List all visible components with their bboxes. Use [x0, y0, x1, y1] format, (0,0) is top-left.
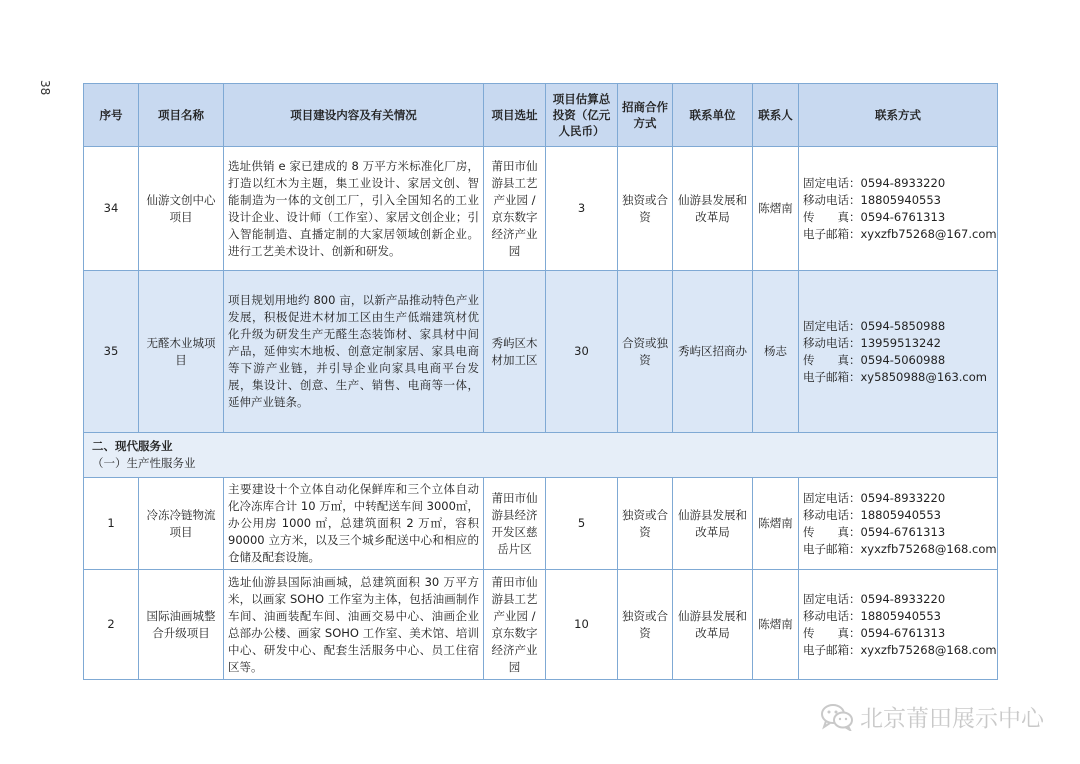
row-mode: 合资或独资	[618, 271, 673, 433]
table-row	[84, 570, 998, 680]
contact-mobile: 移动电话：18805940553	[803, 507, 941, 522]
contact-mobile: 移动电话：18805940553	[803, 608, 941, 623]
row-content: 主要建设十个立体自动化保鲜库和三个立体自动化冷冻库合计 10 万㎡，中转配送车间 3000㎡，办公用房 1000 ㎡，总建筑面积 2 万㎡，容积 90000 立方米，以及三个城乡配送中心和相应的仓储及配套设施。	[224, 478, 484, 570]
contact-fax: 传 真：0594-6761313	[803, 524, 946, 539]
row-seq: 35	[84, 271, 139, 433]
contact-phone: 固定电话：0594-8933220	[803, 175, 946, 190]
row-name: 国际油画城整合升级项目	[139, 570, 224, 680]
row-mode: 独资或合资	[618, 570, 673, 680]
row-investment: 3	[546, 147, 618, 271]
header-investment: 项目估算总投资（亿元人民币）	[546, 84, 618, 147]
watermark-text: 北京莆田展示中心	[860, 706, 1044, 732]
row-name: 冷冻冷链物流项目	[139, 478, 224, 570]
contact-mobile: 移动电话：18805940553	[803, 192, 941, 207]
row-unit: 仙游县发展和改革局	[673, 570, 753, 680]
contact-fax: 传 真：0594-5060988	[803, 352, 946, 367]
row-name: 无醛木业城项目	[139, 271, 224, 433]
table-row	[84, 271, 998, 433]
contact-phone: 固定电话：0594-8933220	[803, 490, 946, 505]
row-person: 陈熠南	[753, 570, 799, 680]
section-row	[84, 433, 998, 478]
row-location: 莆田市仙游县工艺产业园 / 京东数字经济产业园	[484, 147, 546, 271]
row-content: 选址供销 e 家已建成的 8 万平方米标准化厂房，打造以红木为主题，集工业设计、家居文创、智能制造为一体的文创工厂，引入全国知名的工业设计企业、设计师（工作室）、家居文创企业；引入智能制造、直播定制的大家居领域创新企业。进行工艺美术设计、创新和研发。	[224, 147, 484, 271]
table-row	[84, 478, 998, 570]
wechat-icon	[820, 703, 854, 731]
contact-phone: 固定电话：0594-5850988	[803, 318, 946, 333]
contact-mobile: 移动电话：13959513242	[803, 335, 941, 350]
table-row	[84, 147, 998, 271]
header-content: 项目建设内容及有关情况	[224, 84, 484, 147]
header-location: 项目选址	[484, 84, 546, 147]
page-number: 38	[38, 80, 52, 96]
header-unit: 联系单位	[673, 84, 753, 147]
project-table	[83, 83, 998, 680]
row-mode: 独资或合资	[618, 147, 673, 271]
row-contact	[799, 147, 998, 271]
contact-phone: 固定电话：0594-8933220	[803, 591, 946, 606]
row-location: 秀屿区木材加工区	[484, 271, 546, 433]
row-investment: 30	[546, 271, 618, 433]
row-investment: 10	[546, 570, 618, 680]
table-header-row	[84, 84, 998, 147]
row-unit: 仙游县发展和改革局	[673, 147, 753, 271]
row-mode: 独资或合资	[618, 478, 673, 570]
contact-email: 电子邮箱：xyxzfb75268@168.com	[803, 642, 997, 657]
row-content: 项目规划用地约 800 亩，以新产品推动特色产业发展，积极促进木材加工区由生产低端建筑材优化升级为研发生产无醛生态装饰材、家具材中间产品，延伸实木地板、创意定制家居、家具电商等下游产业链，并引导企业向家具电商平台发展，集设计、创意、生产、销售、电商等一体，延伸产业链条。	[224, 271, 484, 433]
row-person: 陈熠南	[753, 147, 799, 271]
section-subtitle: （一）生产性服务业	[92, 456, 196, 470]
header-contact: 联系方式	[799, 84, 998, 147]
row-contact	[799, 271, 998, 433]
row-person: 陈熠南	[753, 478, 799, 570]
section-cell	[84, 433, 998, 478]
row-unit: 秀屿区招商办	[673, 271, 753, 433]
contact-email: 电子邮箱：xyxzfb75268@167.com	[803, 226, 997, 241]
row-name: 仙游文创中心项目	[139, 147, 224, 271]
header-name: 项目名称	[139, 84, 224, 147]
row-content: 选址仙游县国际油画城，总建筑面积 30 万平方米，以画家 SOHO 工作室为主体，包括油画制作车间、油画装配车间、油画交易中心、油画企业总部办公楼、画家 SOHO 工作室、美术馆、培训中心、研发中心、配套生活服务中心、员工住宿区等。	[224, 570, 484, 680]
row-unit: 仙游县发展和改革局	[673, 478, 753, 570]
row-seq: 2	[84, 570, 139, 680]
row-seq: 1	[84, 478, 139, 570]
row-investment: 5	[546, 478, 618, 570]
row-contact	[799, 478, 998, 570]
contact-fax: 传 真：0594-6761313	[803, 209, 946, 224]
row-location: 莆田市仙游县经济开发区慈岳片区	[484, 478, 546, 570]
row-contact	[799, 570, 998, 680]
contact-fax: 传 真：0594-6761313	[803, 625, 946, 640]
row-seq: 34	[84, 147, 139, 271]
row-location: 莆田市仙游县工艺产业园 / 京东数字经济产业园	[484, 570, 546, 680]
contact-email: 电子邮箱：xy5850988@163.com	[803, 369, 987, 384]
header-person: 联系人	[753, 84, 799, 147]
header-seq: 序号	[84, 84, 139, 147]
header-mode: 招商合作方式	[618, 84, 673, 147]
watermark	[820, 700, 1044, 733]
contact-email: 电子邮箱：xyxzfb75268@168.com	[803, 541, 997, 556]
section-title: 二、现代服务业	[92, 439, 173, 453]
row-person: 杨志	[753, 271, 799, 433]
